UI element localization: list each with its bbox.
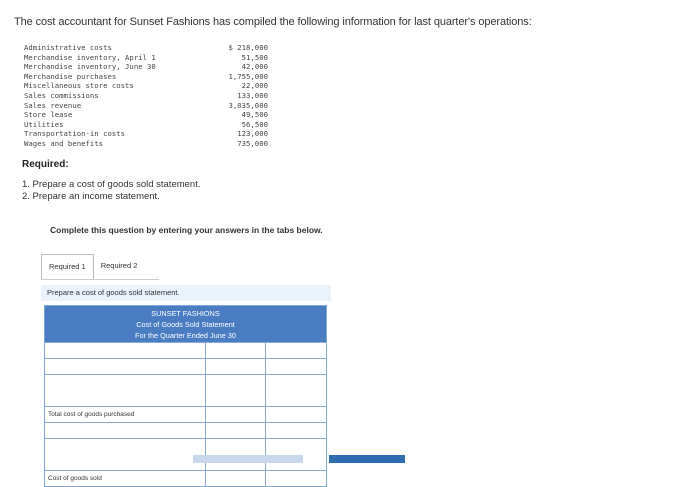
data-value: 42,000 [241, 62, 268, 72]
amount-input[interactable] [266, 343, 326, 358]
tab-required-1[interactable]: Required 1 [41, 254, 94, 280]
data-label: Store lease [24, 110, 73, 120]
table-row [45, 342, 326, 358]
table-row [45, 422, 326, 438]
row-label: Total cost of goods purchased [45, 407, 206, 422]
data-value: 1,755,000 [228, 71, 268, 81]
data-value: 133,000 [237, 90, 268, 100]
amount-input[interactable] [206, 343, 266, 358]
tab-divider [41, 279, 159, 280]
amount-input[interactable] [206, 359, 266, 374]
data-label: Wages and benefits [24, 138, 104, 148]
row-label-input[interactable] [45, 439, 206, 470]
data-value: 49,500 [241, 110, 268, 120]
data-value: 3,035,000 [228, 100, 268, 110]
amount-input[interactable] [206, 423, 266, 438]
amount-input[interactable] [266, 359, 326, 374]
data-labels [24, 43, 204, 149]
data-label: Merchandise purchases [24, 71, 117, 81]
data-label: Miscellaneous store costs [24, 81, 134, 91]
data-label: Sales revenue [24, 100, 82, 110]
row-label: Cost of goods sold [45, 471, 206, 486]
data-label: Administrative costs [24, 43, 112, 52]
row-label-input[interactable] [45, 343, 206, 358]
next-button[interactable] [329, 455, 405, 463]
amount-input[interactable] [206, 407, 266, 422]
data-value: 735,000 [237, 138, 268, 148]
instructions-text: Complete this question by entering your answers in the tabs below. [50, 225, 323, 235]
required-item: 1. Prepare a cost of goods sold statement. [22, 179, 201, 190]
table-row [45, 438, 326, 470]
required-list [22, 179, 201, 203]
row-label-input[interactable] [45, 359, 206, 374]
data-value: 123,000 [237, 129, 268, 139]
data-label: Merchandise inventory, June 30 [24, 62, 156, 72]
amount-input[interactable] [266, 407, 326, 422]
amount-input[interactable] [266, 471, 326, 486]
required-heading: Required: [22, 159, 69, 170]
prompt-bar: Prepare a cost of goods sold statement. [41, 285, 331, 301]
data-value: 22,000 [241, 81, 268, 91]
table-row [45, 406, 326, 422]
row-label-input[interactable] [45, 423, 206, 438]
row-label-input[interactable] [45, 375, 206, 406]
statement-title: Cost of Goods Sold Statement [136, 320, 235, 329]
table-row [45, 358, 326, 374]
tab-required-2[interactable]: Required 2 [100, 261, 138, 270]
intro-text: The cost accountant for Sunset Fashions has compiled the following information for last quarter's operations: [14, 16, 532, 28]
data-label: Merchandise inventory, April 1 [24, 52, 156, 62]
data-value: $ 218,000 [228, 43, 268, 52]
amount-input[interactable] [206, 471, 266, 486]
statement-period: For the Quarter Ended June 30 [134, 331, 236, 340]
required-item: 2. Prepare an income statement. [22, 191, 160, 202]
company-name: SUNSET FASHIONS [151, 309, 220, 318]
data-values [206, 43, 268, 149]
data-label: Sales commissions [24, 90, 99, 100]
data-label: Transportation-in costs [24, 129, 126, 139]
tab-bar [41, 254, 144, 278]
amount-input[interactable] [266, 375, 326, 406]
data-value: 56,500 [241, 119, 268, 129]
previous-button[interactable] [193, 455, 303, 463]
amount-input[interactable] [206, 375, 266, 406]
data-label: Utilities [24, 119, 64, 129]
data-value: 51,500 [241, 52, 268, 62]
table-row [45, 374, 326, 406]
statement-header [45, 306, 326, 342]
table-row [45, 470, 326, 486]
amount-input[interactable] [266, 423, 326, 438]
